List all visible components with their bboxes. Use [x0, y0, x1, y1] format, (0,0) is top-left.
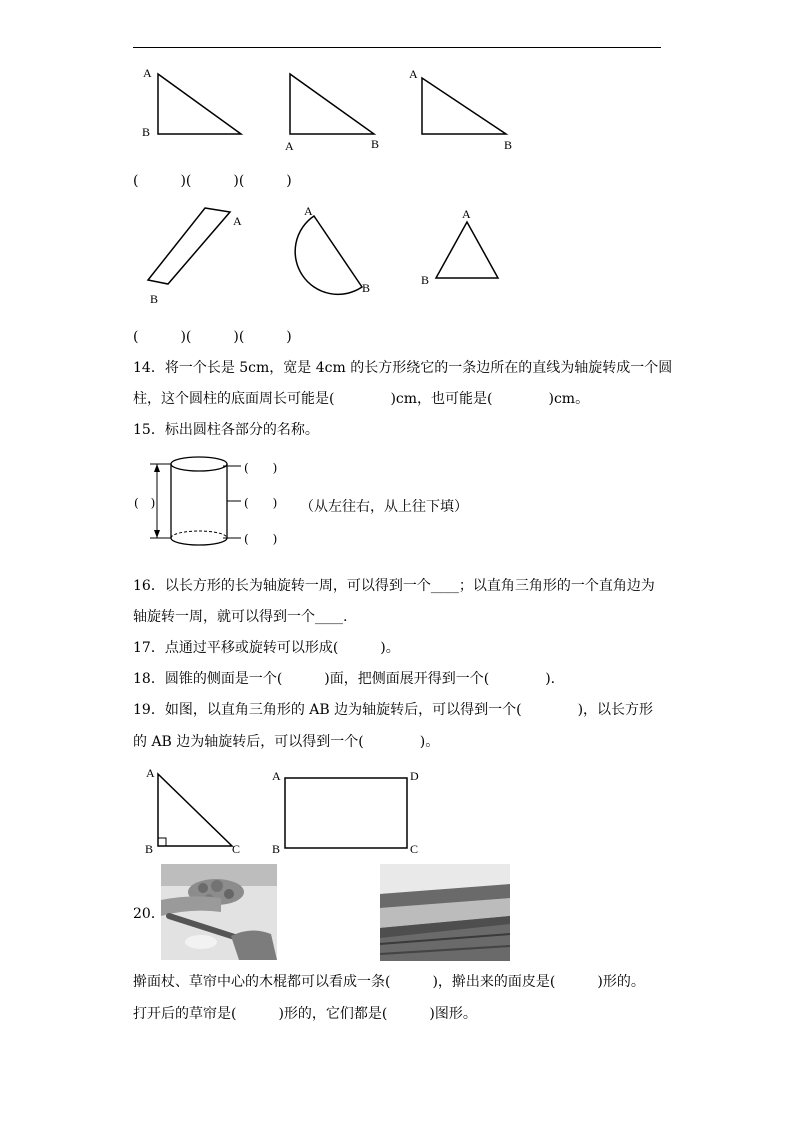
cylinder-blank-bottom: ( ): [244, 532, 278, 546]
question-20-number: 20．: [133, 906, 165, 922]
rectangle-abcd: [272, 769, 419, 856]
rotation-shapes-row-2: [130, 198, 530, 313]
question-15-note: （从左往右，从上往下填）: [300, 499, 468, 515]
question-16-line-1: 16．以长方形的长为轴旋转一周，可以得到一个____；以直角三角形的一个直角边为: [133, 578, 655, 594]
question-20-line-2: 打开后的草帘是( )形的，它们都是( )图形。: [133, 1006, 477, 1022]
label-b: B: [272, 842, 281, 856]
right-triangle-1: [142, 66, 241, 139]
question-20-line-1: 擀面杖、草帘中心的木棍都可以看成一条( )，擀出来的面皮是( )形的。: [133, 974, 645, 990]
label-a: A: [409, 67, 418, 81]
label-c: C: [410, 842, 419, 856]
label-b: B: [145, 842, 154, 856]
semicircle: [295, 204, 370, 295]
header-rule: [133, 47, 661, 48]
label-a: A: [462, 207, 471, 221]
right-triangle-3: [409, 67, 512, 152]
equilateral-triangle: [421, 207, 498, 287]
cylinder-blank-left: ( ): [134, 496, 156, 510]
q19-figures: [140, 762, 440, 860]
right-triangle-2: [285, 74, 379, 153]
rotation-shapes-row-1: [130, 60, 530, 160]
question-19-line-2: 的 AB 边为轴旋转后，可以得到一个( )。: [133, 734, 440, 750]
label-a: A: [233, 214, 242, 228]
label-d: D: [410, 769, 419, 783]
label-a: A: [285, 139, 294, 153]
straw-mat-photo: [380, 864, 510, 961]
row1-answer-blanks: ( )( )( ): [133, 173, 292, 189]
parallelogram: [148, 208, 242, 306]
question-19-line-1: 19．如图，以直角三角形的 AB 边为轴旋转后，可以得到一个( )，以长方形: [133, 702, 654, 718]
question-15-title: 15．标出圆柱各部分的名称。: [133, 422, 319, 438]
cylinder-blank-middle: ( ): [244, 496, 278, 510]
label-b: B: [371, 137, 380, 151]
label-b: B: [142, 125, 151, 139]
label-c: C: [232, 842, 241, 856]
question-14-line-2: 柱，这个圆柱的底面周长可能是( )cm，也可能是( )cm。: [133, 391, 590, 407]
question-18: 18．圆锥的侧面是一个( )面，把侧面展开得到一个( ).: [133, 671, 556, 687]
label-a: A: [143, 66, 152, 80]
rolling-pin-photo: [161, 864, 277, 960]
cylinder-blank-top: ( ): [244, 461, 278, 475]
label-a: A: [272, 769, 281, 783]
question-14-line-1: 14．将一个长是 5cm，宽是 4cm 的长方形绕它的一条边所在的直线为轴旋转成一个圆: [133, 360, 673, 376]
label-a: A: [146, 766, 155, 780]
row2-answer-blanks: ( )( )( ): [133, 329, 292, 345]
label-b: B: [421, 273, 430, 287]
label-b: B: [362, 281, 371, 295]
question-16-line-2: 轴旋转一周，就可以得到一个____.: [133, 609, 348, 625]
label-b: B: [150, 292, 159, 306]
cylinder-diagram: [145, 452, 255, 554]
label-a: A: [304, 204, 313, 218]
right-triangle-abc: [145, 766, 240, 856]
label-b: B: [504, 138, 513, 152]
question-17: 17．点通过平移或旋转可以形成( )。: [133, 640, 400, 656]
